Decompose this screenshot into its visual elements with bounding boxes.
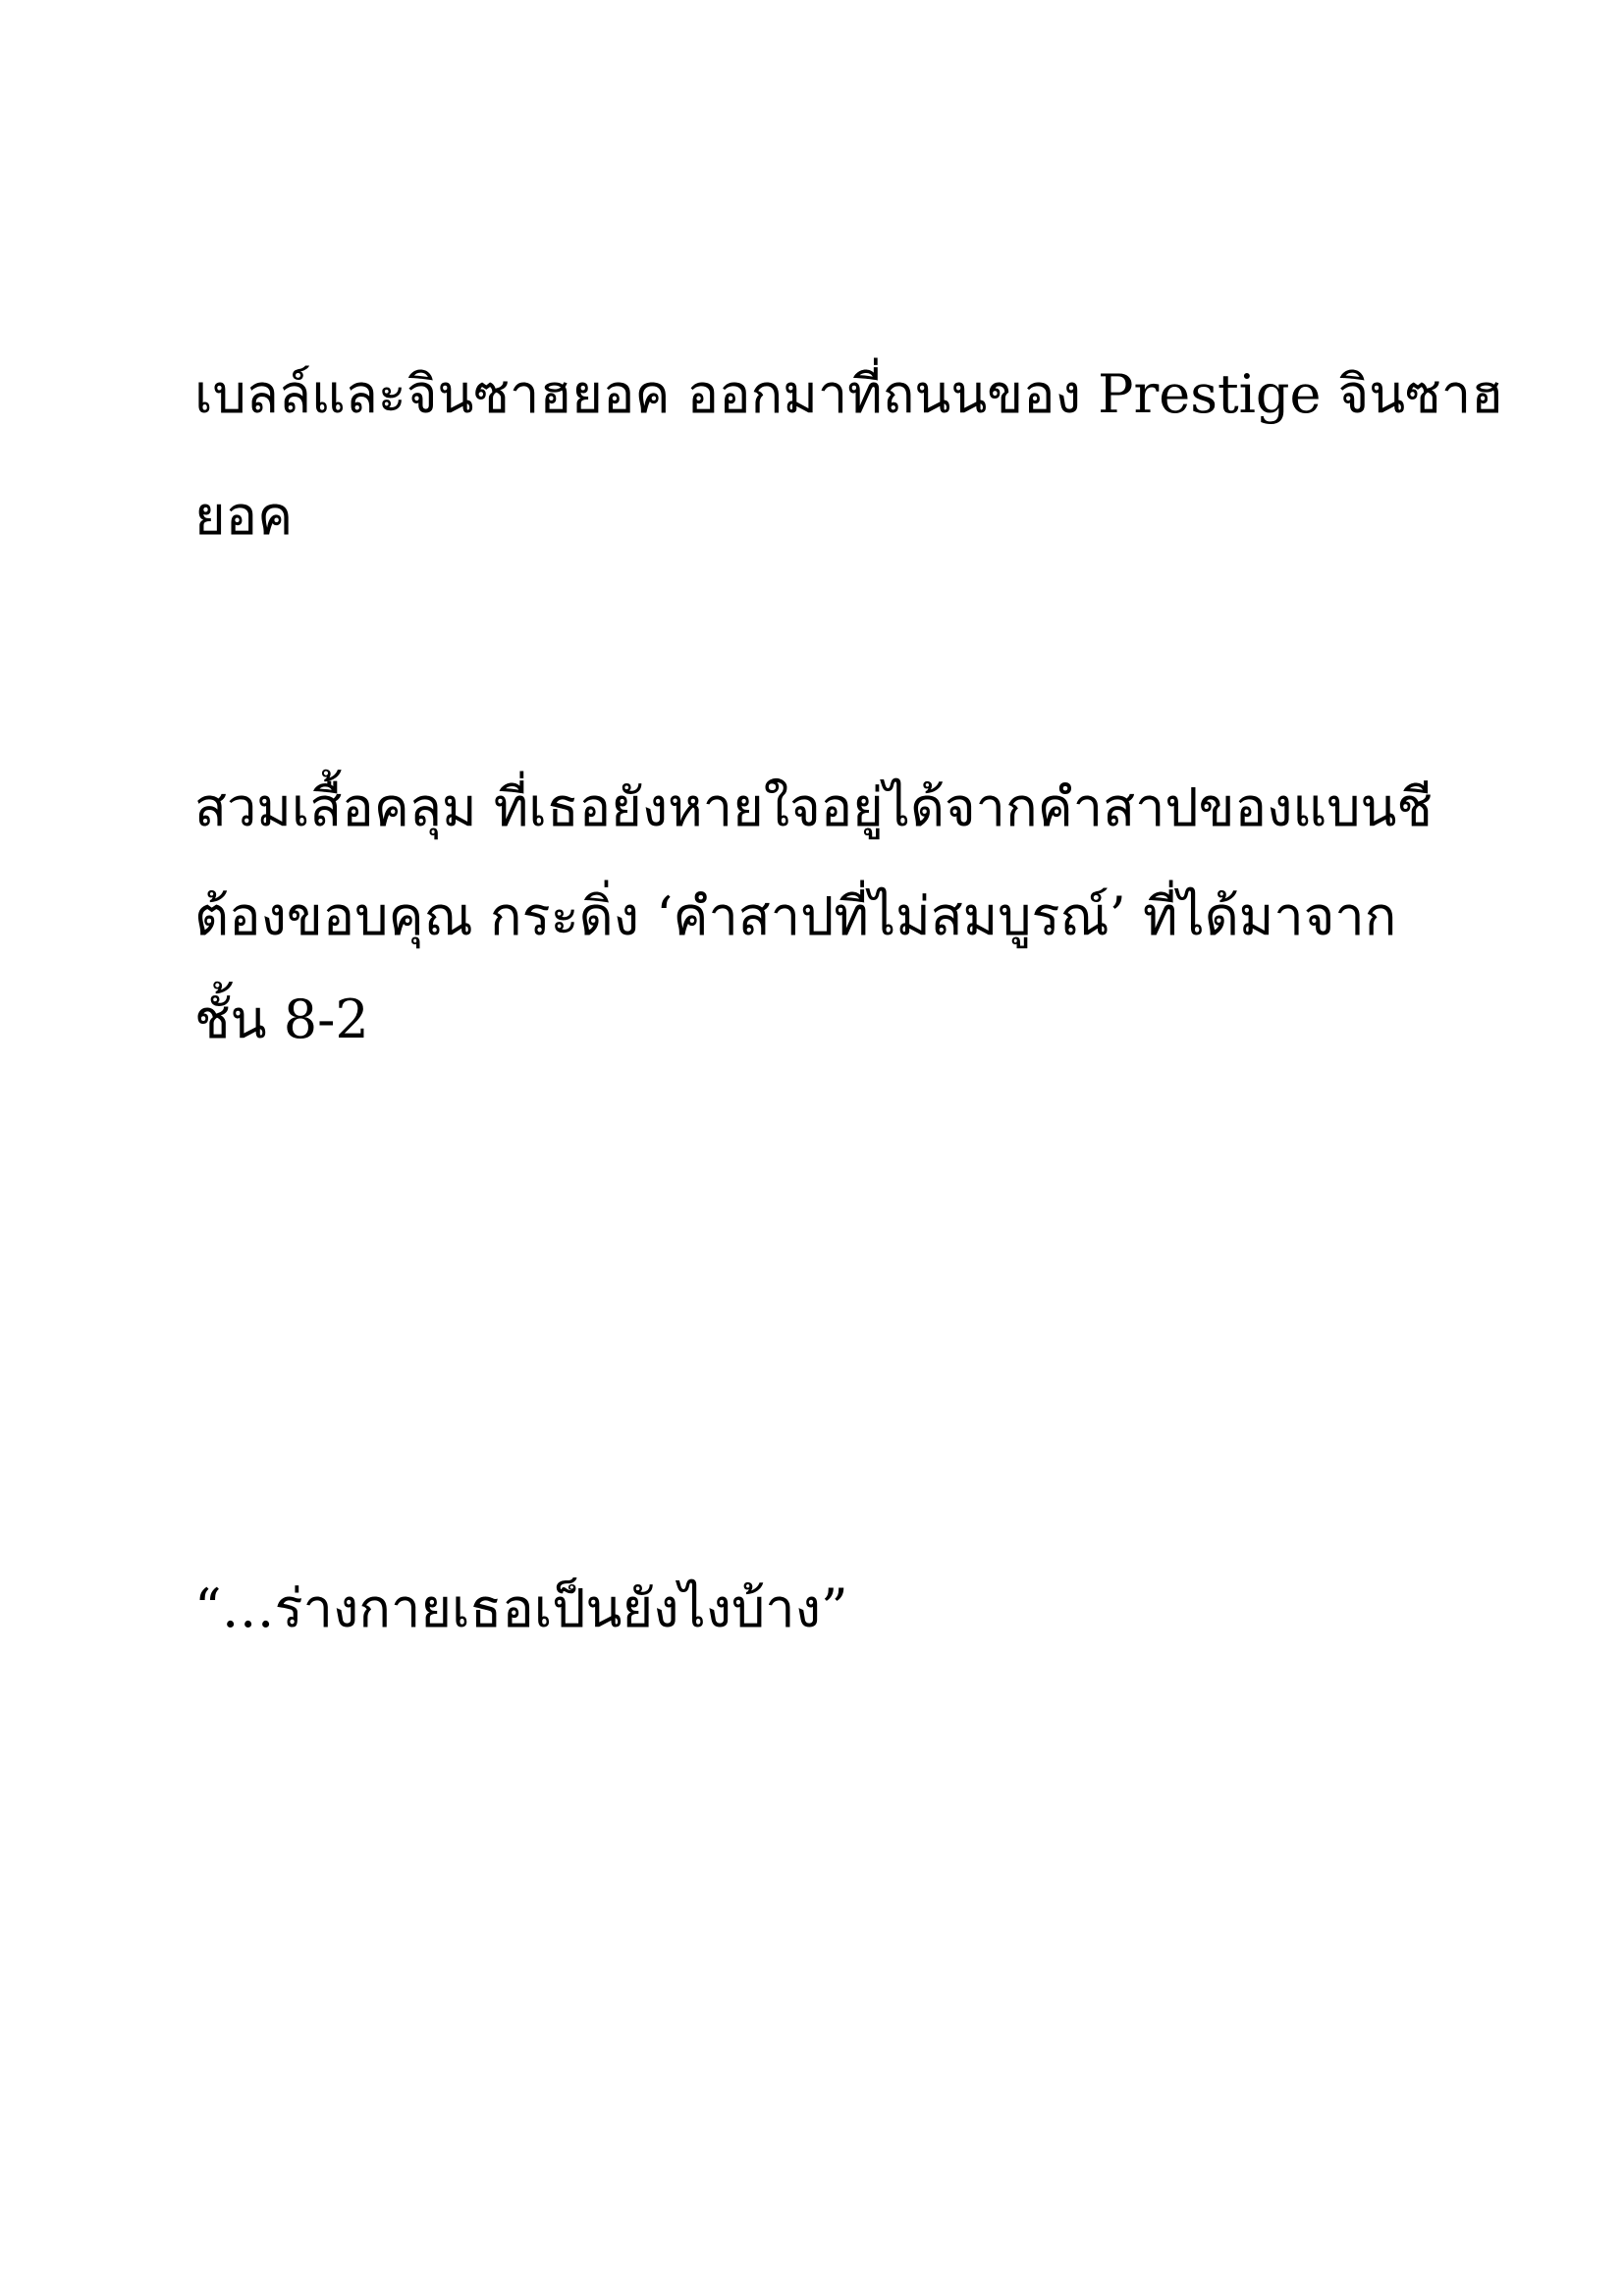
dialogue-line: “…ร่างกายเธอเป็นยังไงบ้าง” bbox=[194, 1577, 848, 1639]
paragraph-2-line-3: ชั้น 8-2 bbox=[194, 988, 369, 1050]
paragraph-1-line-2: ยอค bbox=[194, 485, 294, 547]
paragraph-2-line-2: ต้องขอบคุณ กระดิ่ง ‘คำสาปที่ไม่สมบูรณ์’ ที่ได้มาจาก bbox=[194, 885, 1397, 947]
paragraph-1-line-1: เบลล์และจินซาฮยอค ออกมาที่ถนนของ Prestige จินซาฮ bbox=[194, 363, 1504, 425]
paragraph-2-line-1: สวมเสื้อคลุม ที่เธอยังหายใจอยู่ได้จากคำสาปของแบนชี bbox=[194, 776, 1434, 838]
